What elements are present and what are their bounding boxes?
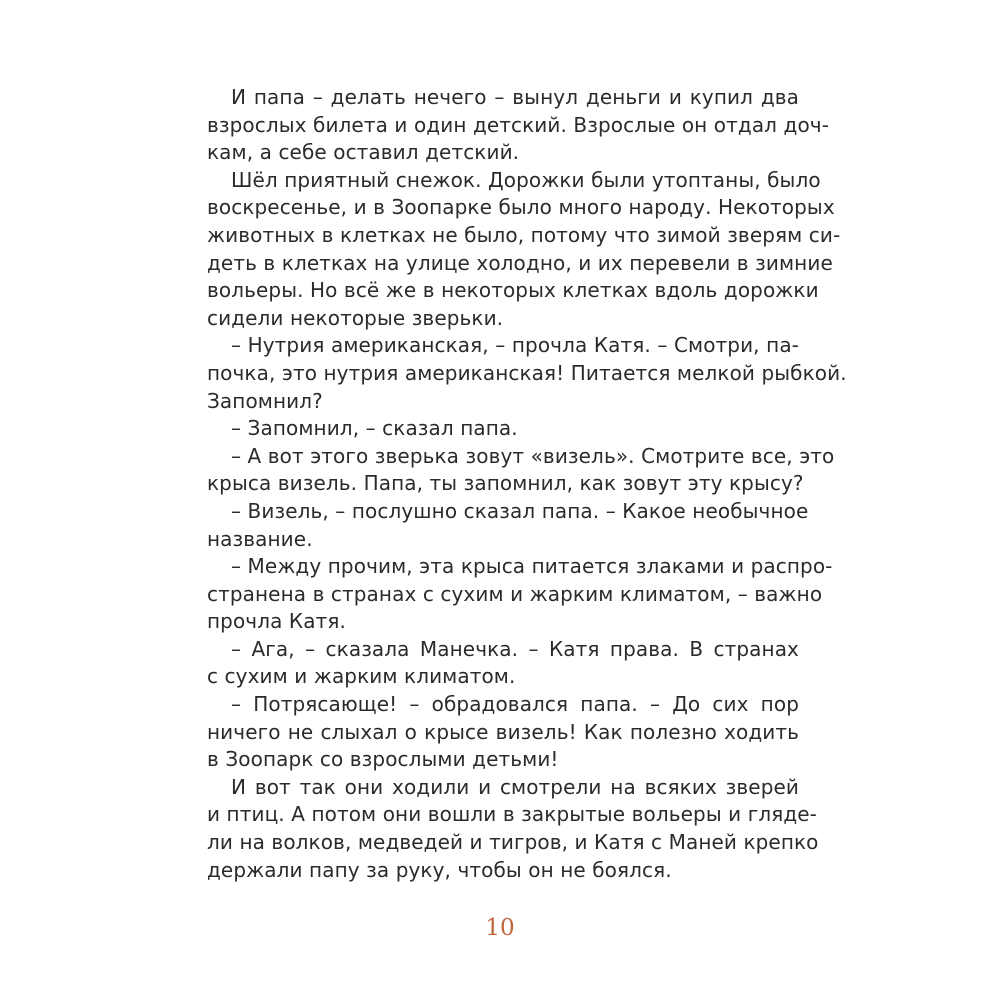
text-line: ничего не слыхал о крысе визель! Как полезно ходить: [207, 719, 799, 744]
text-line: почка, это нутрия американская! Питается мелкой рыбкой.: [207, 360, 847, 385]
text-line: кам, а себе оставил детский.: [207, 140, 520, 165]
text-line: – Нутрия американская, – прочла Катя. – Смотри, па-: [231, 333, 799, 358]
text-line: и птиц. А потом они вошли в закрытые вольеры и гляде-: [207, 802, 817, 827]
text-line: – Потрясающе! – обрадовался папа. – До сих пор: [231, 692, 799, 717]
text-line: взрослых билета и один детский. Взрослые он отдал доч-: [207, 112, 830, 137]
text-line: название.: [207, 526, 313, 551]
text-line: животных в клетках не было, потому что зимой зверям си-: [207, 222, 841, 247]
text-line: вольеры. Но всё же в некоторых клетках вдоль дорожки: [207, 278, 819, 303]
text-line: – Ага, – сказала Манечка. – Катя права. В странах: [231, 636, 799, 661]
text-line: странена в странах с сухим и жарким климатом, – важно: [207, 581, 823, 606]
text-line: И папа – делать нечего – вынул деньги и купил два: [231, 85, 799, 109]
text-line: ли на волков, медведей и тигров, и Катя с Маней крепко: [207, 830, 819, 855]
text-line: Запомнил?: [207, 388, 323, 413]
text-line: деть в клетках на улице холодно, и их перевели в зимние: [207, 250, 833, 275]
text-line: в Зоопарк со взрослыми детьми!: [207, 747, 559, 772]
text-line: крыса визель. Папа, ты запомнил, как зовут эту крысу?: [207, 471, 804, 496]
text-line: – Запомнил, – сказал папа.: [231, 416, 518, 441]
text-line: прочла Катя.: [207, 609, 346, 634]
text-line: держали папу за руку, чтобы он не боялся.: [207, 857, 672, 882]
page-number: 10: [485, 915, 515, 941]
text-line: – Визель, – послушно сказал папа. – Какое необычное: [231, 498, 809, 523]
text-line: Шёл приятный снежок. Дорожки были утоптаны, было: [231, 167, 821, 192]
text-line: воскресенье, и в Зоопарке было много народу. Некоторых: [207, 195, 835, 220]
text-line: И вот так они ходили и смотрели на всяких зверей: [231, 774, 799, 799]
text-line: сидели некоторые зверьки.: [207, 305, 504, 330]
text-line: с сухим и жарким климатом.: [207, 664, 516, 689]
book-page-text: [207, 84, 847, 884]
text-line: – Между прочим, эта крыса питается злаками и распро-: [231, 554, 833, 579]
text-line: – А вот этого зверька зовут «визель». Смотрите все, это: [231, 443, 835, 468]
